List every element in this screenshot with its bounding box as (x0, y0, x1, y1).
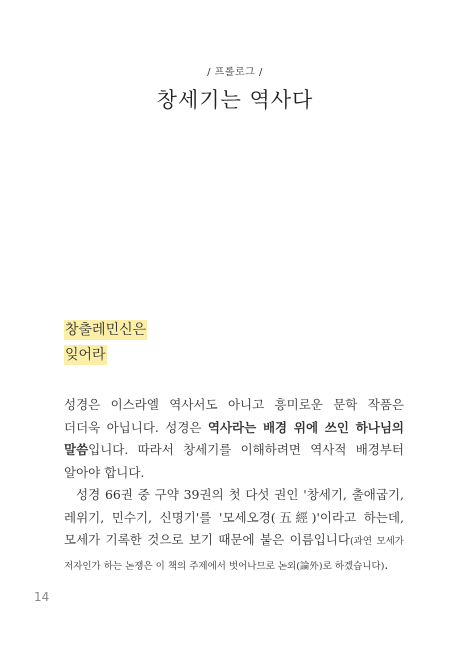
paragraph-2 (64, 484, 404, 578)
paragraph-1-text: 성경은 이스라엘 역사서도 아니고 흥미로운 문학 작품은 더더욱 아닙니다. 성경은 (64, 397, 404, 435)
body-text (64, 394, 404, 578)
paragraph-2-note: (과연 모세가 저자인가 하는 논쟁은 이 책의 주제에서 벗어나므로 논외(論外)로 하겠습니다) (64, 536, 404, 572)
section-heading-line-2: 잊어라 (65, 347, 106, 363)
page-number: 14 (34, 590, 50, 604)
paragraph-2-text: 성경 66권 중 구약 39권의 첫 다섯 권인 '창세기, 출애굽기, 레위기, 민수기, 신명기'를 '모세오경(五經)'이라고 하는데, 모세가 기록한 것으로 보기 때문에 붙은 이름입니다 (64, 487, 404, 547)
paragraph-1 (64, 394, 404, 484)
section-heading (64, 318, 147, 368)
paragraph-1-emphasis: 역사라는 배경 위에 쓰인 하나님의 말씀 (64, 419, 404, 457)
paragraph-2-end: . (384, 556, 389, 572)
prologue-label: / 프롤로그 / (207, 67, 263, 78)
section-heading-line-1: 창출레민신은 (65, 322, 147, 338)
chapter-title: 창세기는 역사다 (156, 88, 314, 112)
paragraph-1-rest: 입니다. 따라서 창세기를 이해하려면 역사적 배경부터 알아야 합니다. (64, 442, 404, 480)
